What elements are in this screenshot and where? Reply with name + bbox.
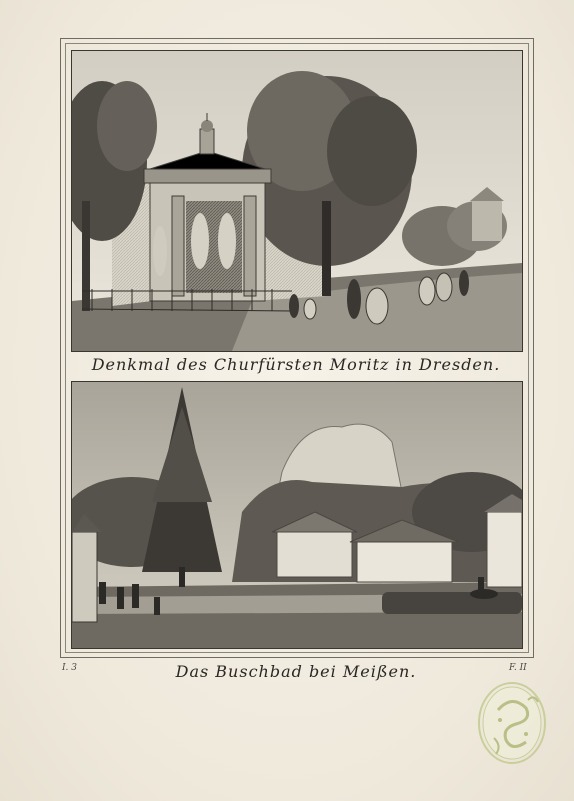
monument-illustration [72, 51, 522, 351]
plate-number-right: F. II [509, 663, 527, 673]
buschbad-illustration [72, 382, 522, 648]
lithograph-monument [71, 50, 523, 352]
plate-number-left: I. 3 [62, 663, 78, 673]
ownership-stamp-icon [476, 680, 548, 766]
caption-buschbad: Das Buschbad bei Meißen. [175, 662, 417, 681]
lithograph-buschbad [71, 381, 523, 649]
caption-monument: Denkmal des Churfürsten Moritz in Dresden. [91, 355, 501, 374]
